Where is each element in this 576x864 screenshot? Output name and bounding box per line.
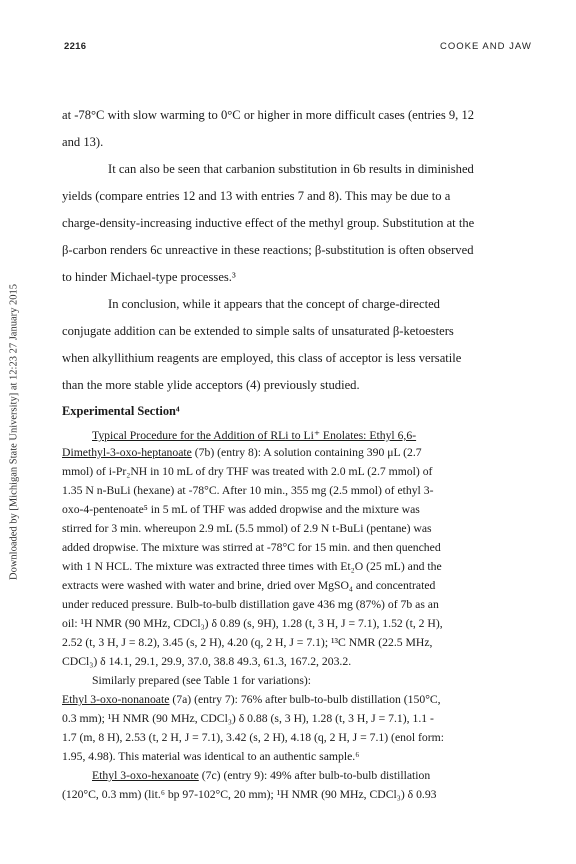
procedure-title-underlined: Typical Procedure for the Addition of RLi to Li⁺ Enolates: Ethyl 6,6- [92,429,417,442]
text-line: under reduced pressure. Bulb-to-bulb distillation gave 436 mg (87%) of 7b as an [62,598,439,611]
text-line: oxo-4-pentenoate⁵ in 5 mL of THF was added dropwise and the mixture was [62,503,420,516]
text-line: than the more stable ylide acceptors (4) previously studied. [62,378,360,392]
procedure-title-cont [62,446,422,459]
procedure-title-rest: (7b) (entry 8): A solution containing 390 μL (2.7 [191,446,422,459]
text-line: oil: ¹H NMR (90 MHz, CDCl₃) δ 0.89 (s, 9H), 1.28 (t, 3 H, J = 7.1), 1.52 (t, 2 H), [62,617,443,630]
text-line: 1.35 N n-BuLi (hexane) at -78°C. After 10 min., 355 mg (2.5 mmol) of ethyl 3- [62,484,434,497]
text-line: with 1 N HCL. The mixture was extracted three times with Et₂O (25 mL) and the [62,560,442,573]
text-line: at -78°C with slow warming to 0°C or higher in more difficult cases (entries 9, 12 [62,108,475,122]
entry-7c-rest: (7c) (entry 9): 49% after bulb-to-bulb distillation [198,769,431,782]
compound-name-7c: Ethyl 3-oxo-hexanoate [92,769,199,782]
entry-7a-rest: (7a) (entry 7): 76% after bulb-to-bulb distillation (150°C, [169,693,441,706]
text-line: CDCl₃) δ 14.1, 29.1, 29.9, 37.0, 38.8 49.3, 61.3, 167.2, 203.2. [62,655,352,668]
text-line: to hinder Michael-type processes.³ [62,270,236,284]
text-line: stirred for 3 min. whereupon 2.9 mL (5.5 mmol) of 2.9 N t-BuLi (pentane) was [62,522,432,535]
download-watermark [2,0,26,864]
text-line: It can also be seen that carbanion substitution in 6b results in diminished [108,162,474,176]
entry-7c [92,769,430,782]
text-line: and 13). [62,135,104,149]
text-line: added dropwise. The mixture was stirred at -78°C for 15 min. and then quenched [62,541,441,554]
text-line: charge-density-increasing inductive effect of the methyl group. Substitution at the [62,216,475,230]
text-line: 0.3 mm); ¹H NMR (90 MHz, CDCl₃) δ 0.88 (s, 3 H), 1.28 (t, 3 H, J = 7.1), 1.1 - [62,712,434,725]
text-line: 1.7 (m, 8 H), 2.53 (t, 2 H, J = 7.1), 3.42 (s, 2 H), 4.18 (q, 2 H, J = 7.1) (enol form: [62,731,444,744]
text-line: conjugate addition can be extended to simple salts of unsaturated β-ketoesters [62,324,454,338]
text-line: when alkyllithium reagents are employed, this class of acceptor is less versatile [62,351,462,365]
text-line: extracts were washed with water and brine, dried over MgSO₄ and concentrated [62,579,436,592]
text-line: yields (compare entries 12 and 13 with entries 7 and 8). This may be due to a [62,189,451,203]
text-line: (120°C, 0.3 mm) (lit.⁶ bp 97-102°C, 20 mm); ¹H NMR (90 MHz, CDCl₃) δ 0.93 [62,788,437,801]
compound-name-7b: Dimethyl-3-oxo-heptanoate [62,446,192,459]
text-line: In conclusion, while it appears that the concept of charge-directed [108,297,440,311]
running-header-authors: COOKE AND JAW [440,41,532,52]
similarly-prepared: Similarly prepared (see Table 1 for variations): [92,674,312,687]
page-number: 2216 [64,41,87,52]
procedure-title [92,428,416,442]
download-watermark-text: Downloaded by [Michigan State University] at 12:23 27 January 2015 [8,284,20,580]
section-heading: Experimental Section⁴ [62,404,180,418]
compound-name-7a: Ethyl 3-oxo-nonanoate [62,693,170,706]
text-line: β-carbon renders 6c unreactive in these reactions; β-substitution is often observed [62,243,474,257]
text-line: mmol) of i-Pr₂NH in 10 mL of dry THF was treated with 2.0 mL (2.7 mmol) of [62,465,433,478]
text-line: 2.52 (t, 3 H, J = 8.2), 3.45 (s, 2 H), 4.20 (q, 2 H, J = 7.1); ¹³C NMR (22.5 MHz, [62,636,433,649]
text-line: 1.95, 4.98). This material was identical to an authentic sample.⁶ [62,750,360,763]
entry-7a [62,693,441,706]
